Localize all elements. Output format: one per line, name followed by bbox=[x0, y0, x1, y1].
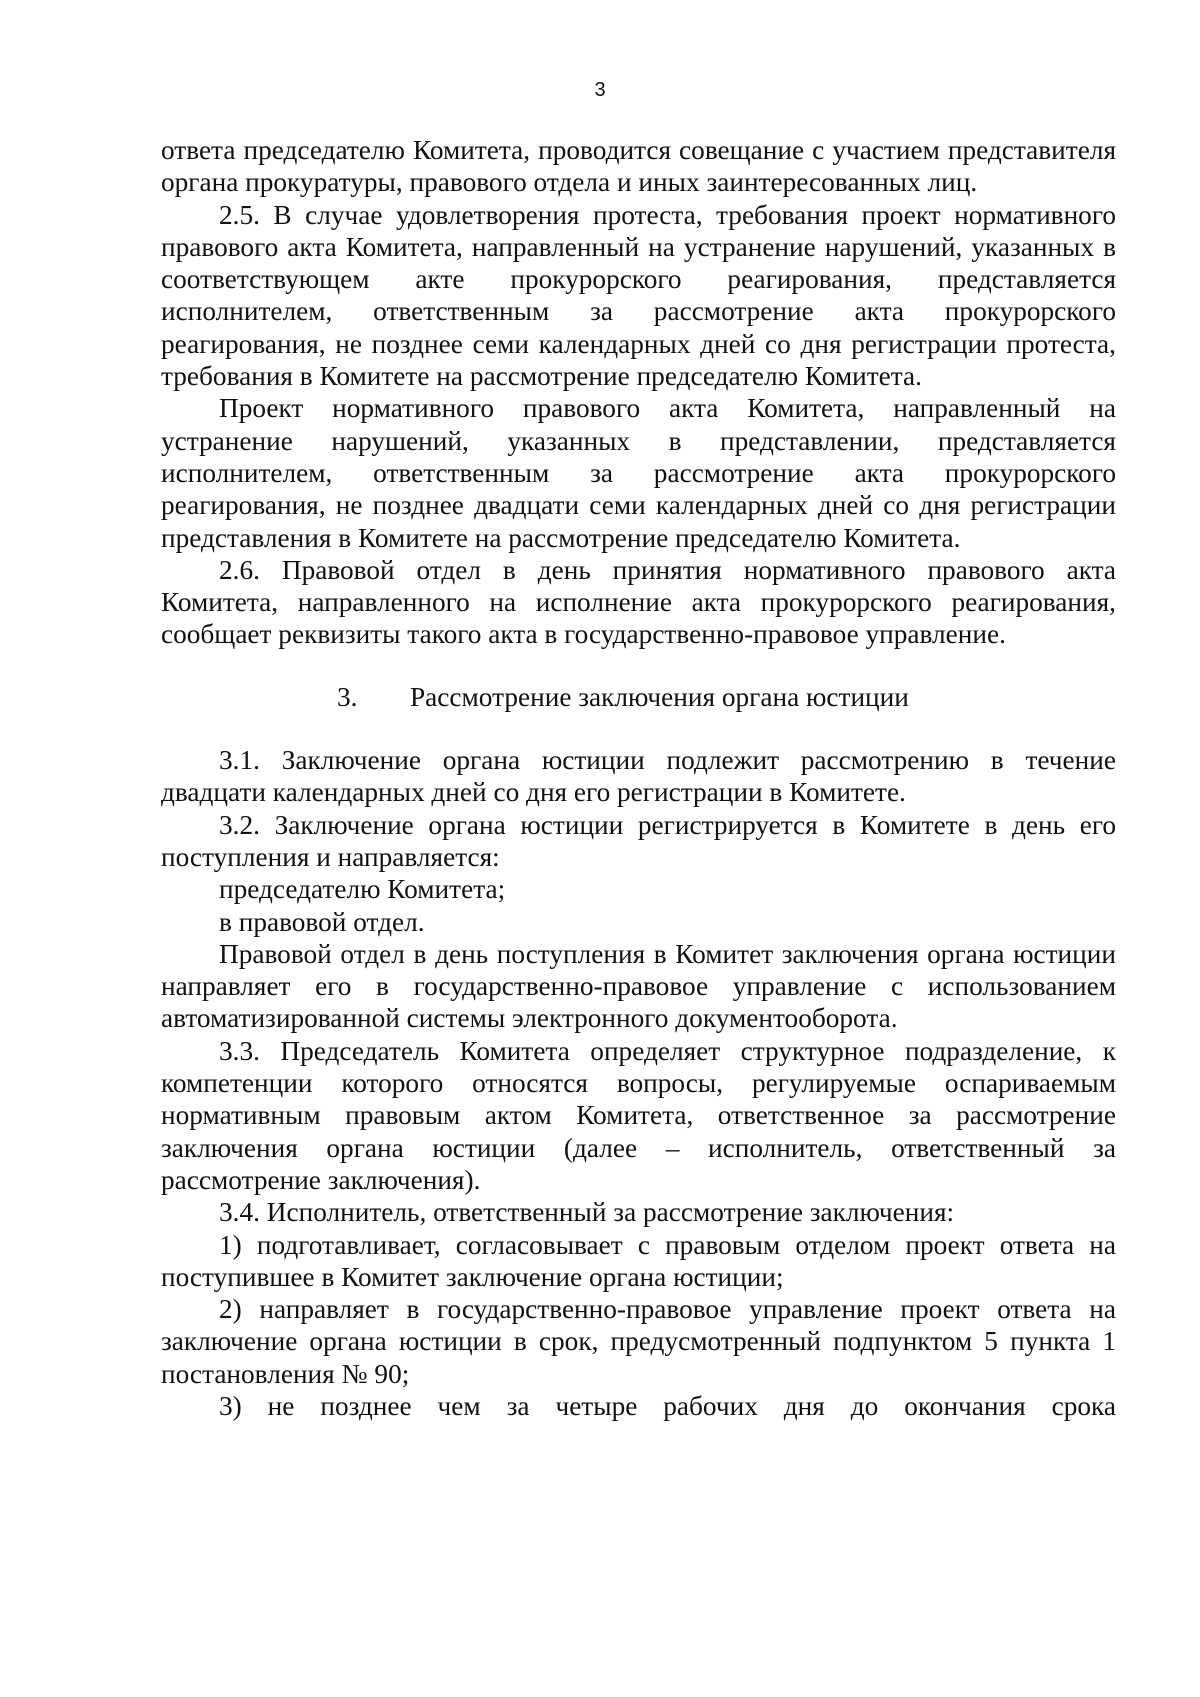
paragraph-3-3: 3.3. Председатель Комитета определяет структурное подразделение, к компетенции которого относятся вопросы, регулируемые оспариваемым нормативным правовым актом Комитета, ответственное за рассмотрение заключения органа юстиции (далее – исполнитель, ответственный за рассмотрение заключения). bbox=[161, 1035, 1116, 1195]
paragraph-legal-department-forwarding: Правовой отдел в день поступления в Комитет заключения органа юстиции направляет его в государственно-правовое управление с использованием автоматизированной системы электронного документооборота. bbox=[161, 938, 1116, 1034]
list-item-3: 3) не позднее чем за четыре рабочих дня до окончания срока bbox=[219, 1390, 1116, 1421]
section-number: 3. bbox=[337, 681, 358, 712]
paragraph-3-1: 3.1. Заключение органа юстиции подлежит рассмотрению в течение двадцати календарных дней со дня его регистрации в Комитете. bbox=[161, 745, 1116, 808]
list-item-chairman: председателю Комитета; bbox=[219, 874, 506, 905]
page-number: 3 bbox=[594, 79, 606, 101]
list-item-1: 1) подготавливает, согласовывает с правовым отделом проект ответа на поступившее в Комитет заключение органа юстиции; bbox=[161, 1229, 1116, 1292]
paragraph-draft-act: Проект нормативного правового акта Комитета, направленный на устранение нарушений, указанных в представлении, представляется исполнителем, ответственным за рассмотрение акта прокурорского реагирования, не позднее двадцати семи календарных дней со дня регистрации представления в Комитете на рассмотрение председателю Комитета. bbox=[161, 393, 1116, 553]
paragraph-continuation: ответа председателю Комитета, проводится совещание с участием представителя органа прокуратуры, правового отдела и иных заинтересованных лиц. bbox=[161, 135, 1116, 198]
paragraph-3-4: 3.4. Исполнитель, ответственный за рассмотрение заключения: bbox=[219, 1197, 955, 1228]
section-title: Рассмотрение заключения органа юстиции bbox=[410, 681, 909, 712]
document-body bbox=[161, 134, 1116, 1422]
paragraph-3-2: 3.2. Заключение органа юстиции регистрируется в Комитете в день его поступления и направляется: bbox=[161, 809, 1116, 872]
list-item-2: 2) направляет в государственно-правовое управление проект ответа на заключение органа юстиции в срок, предусмотренный подпунктом 5 пункта 1 постановления № 90; bbox=[161, 1294, 1116, 1389]
paragraph-2-6: 2.6. Правовой отдел в день принятия нормативного правового акта Комитета, направленного на исполнение акта прокурорского реагирования, сообщает реквизиты такого акта в государственно-правовое управление. bbox=[161, 554, 1116, 650]
section-heading bbox=[161, 651, 1116, 744]
paragraph-2-5: 2.5. В случае удовлетворения протеста, требования проект нормативного правового акта Комитета, направленный на устранение нарушений, указанных в соответствующем акте прокурорского реагирования, представляется исполнителем, ответственным за рассмотрение акта прокурорского реагирования, не позднее семи календарных дней со дня регистрации протеста, требования в Комитете на рассмотрение председателю Комитета. bbox=[161, 199, 1116, 392]
list-item-legal-department: в правовой отдел. bbox=[219, 906, 425, 937]
